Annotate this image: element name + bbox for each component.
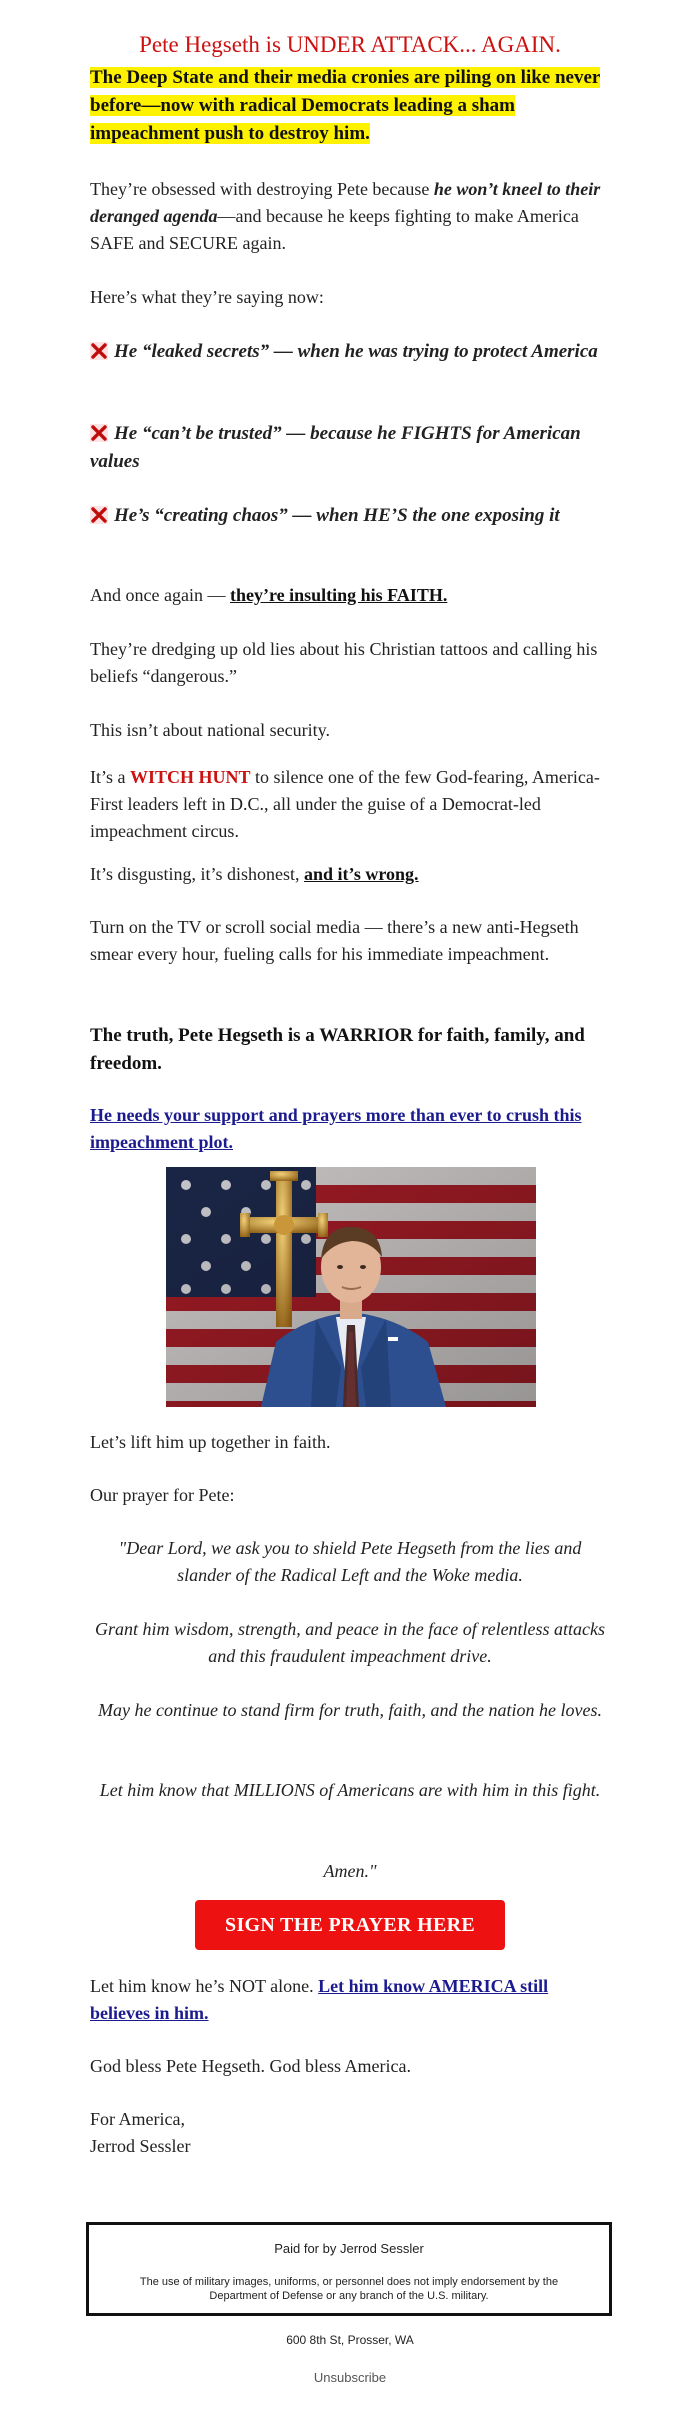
highlighted-intro-text: The Deep State and their media cronies are piling on like never before—now with radical Democrats leading a sham impeachment push to destroy him.: [90, 67, 601, 144]
paragraph-lift: Let’s lift him up together in faith.: [90, 1432, 331, 1452]
paragraph-text: It’s disgusting, it’s dishonest,: [90, 864, 305, 884]
hero-graphic: [166, 1167, 536, 1407]
signature: Jerrod Sessler: [90, 2136, 191, 2156]
prayer-line: "Dear Lord, we ask you to shield Pete Hegseth from the lies and slander of the Radical Left and the Woke media.: [118, 1538, 582, 1585]
believes-link[interactable]: Let him know AMERICA still believes in him.: [90, 1976, 549, 2023]
underlined-text: they’re insulting his FAITH.: [229, 585, 448, 605]
bullet-item: [90, 420, 610, 476]
prayer-amen: Amen.": [323, 1861, 377, 1881]
underlined-text: and it’s wrong.: [304, 864, 419, 884]
email-title: Pete Hegseth is UNDER ATTACK... AGAIN.: [139, 32, 561, 58]
bullet-text: He “can’t be trusted” — because he FIGHTS for American values: [90, 423, 581, 472]
paragraph-text: —and because he keeps fighting to make America SAFE and SECURE again.: [90, 206, 579, 253]
paragraph-witch-hunt: [90, 764, 610, 845]
paragraph-warrior: The truth, Pete Hegseth is a WARRIOR for faith, family, and freedom.: [90, 1025, 585, 1074]
paragraph-smear: Turn on the TV or scroll social media — there’s a new anti-Hegseth smear every hour, fueling calls for his immediate impeachment.: [90, 917, 579, 964]
mailing-address: 600 8th St, Prosser, WA: [286, 2333, 414, 2347]
paragraph-disgusting: [90, 861, 610, 888]
support-link[interactable]: He needs your support and prayers more than ever to crush this impeachment plot.: [90, 1105, 582, 1152]
paragraph-tattoos: They’re dredging up old lies about his Christian tattoos and calling his beliefs “dangerous.”: [90, 639, 598, 686]
paragraph-support: [90, 1102, 610, 1156]
paragraph-obsessed: [90, 176, 610, 257]
unsubscribe-link[interactable]: Unsubscribe: [313, 2370, 387, 2385]
footer-disclaimer-box: [86, 2222, 612, 2316]
paragraph-text: Let him know he’s NOT alone.: [90, 1976, 319, 1996]
signoff: For America,: [90, 2109, 185, 2129]
paragraph-our-prayer: Our prayer for Pete:: [90, 1485, 235, 1505]
paid-for-text: Paid for by Jerrod Sessler: [274, 2241, 424, 2256]
paragraph-security: This isn’t about national security.: [90, 720, 330, 740]
red-x-icon: [90, 424, 108, 442]
paragraph-god-bless: God bless Pete Hegseth. God bless America.: [90, 2056, 411, 2076]
paragraph-text: It’s a: [90, 767, 130, 787]
bullet-text: He “leaked secrets” — when he was trying to protect America: [114, 341, 598, 362]
paragraph-not-alone: [90, 1973, 610, 2027]
paragraph-saying-now: Here’s what they’re saying now:: [90, 287, 324, 307]
paragraph-text: to silence one of the few God-fearing, America-First leaders left in D.C., all under the guise of a Democrat-led impeachment circus.: [90, 767, 600, 841]
paragraph-faith: [90, 582, 610, 609]
bullet-item: [90, 502, 610, 530]
red-x-icon: [90, 342, 108, 360]
sign-prayer-button[interactable]: SIGN THE PRAYER HERE: [195, 1900, 505, 1950]
flag-cross-portrait-image: [166, 1167, 536, 1407]
red-x-icon: [90, 506, 108, 524]
prayer-line: May he continue to stand firm for truth, faith, and the nation he loves.: [98, 1700, 602, 1720]
bullet-item: [90, 338, 610, 366]
prayer-line: Let him know that MILLIONS of Americans are with him in this fight.: [99, 1780, 601, 1800]
paragraph-text: They’re obsessed with destroying Pete because: [90, 179, 434, 199]
bullet-text: He’s “creating chaos” — when HE’S the one exposing it: [114, 505, 560, 526]
emphasis-text: he won’t kneel to their deranged agenda: [90, 179, 601, 226]
military-disclaimer: The use of military images, uniforms, or personnel does not imply endorsement by the Department of Defense or any branch of the U.S. military.: [139, 2276, 559, 2302]
highlighted-intro: [90, 64, 610, 148]
witch-hunt-text: WITCH HUNT: [130, 767, 251, 787]
paragraph-text: And once again —: [90, 585, 230, 605]
prayer-line: Grant him wisdom, strength, and peace in the face of relentless attacks and this fraudulent impeachment drive.: [94, 1619, 606, 1666]
